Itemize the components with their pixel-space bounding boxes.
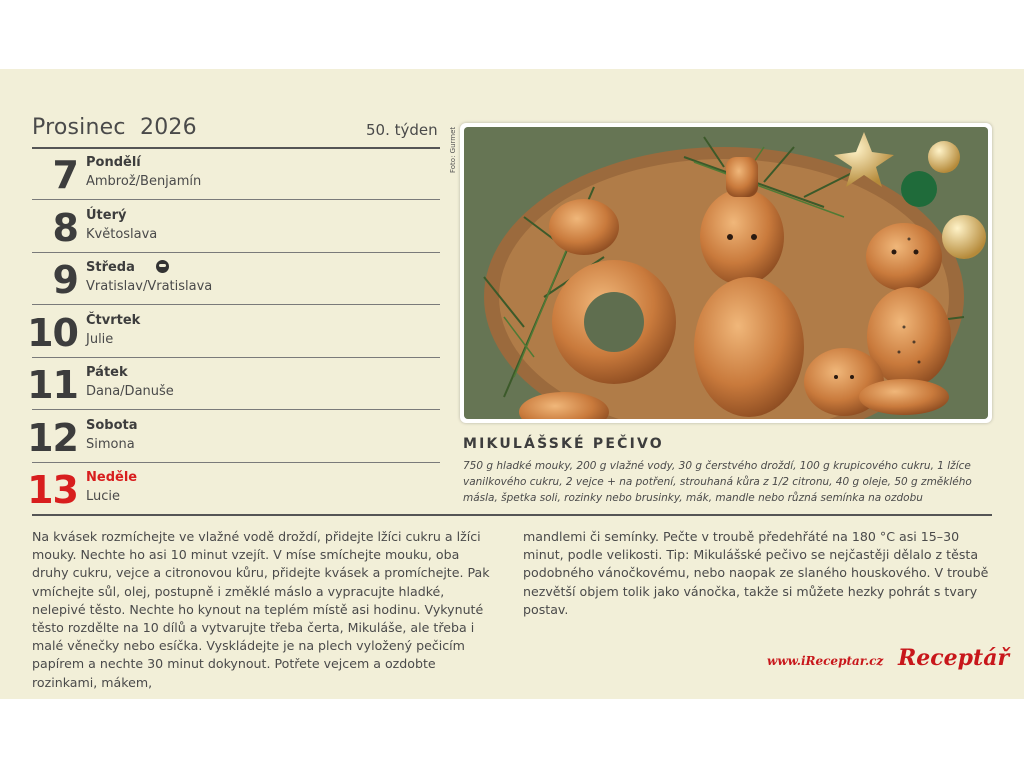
day-number: 11 [27,363,78,407]
weekday-name: Čtvrtek [86,312,141,328]
day-number: 8 [52,205,78,250]
day-list [27,149,440,516]
day-number: 7 [52,153,78,197]
nameday: Ambrož/Benjamín [86,174,202,189]
weekday-name: Středa [86,260,135,275]
website-link[interactable]: www.iReceptar.cz [767,654,884,668]
day-row [27,412,440,463]
nameday: Květoslava [86,226,158,242]
day-row [32,254,440,305]
recipe-title: MIKULÁŠSKÉ PEČIVO [463,436,664,452]
day-row [27,359,440,410]
week-number: 50. týden [366,121,438,139]
recipe-instructions-col1: Na kvásek rozmíchejte ve vlažné vodě droždí, přidejte lžíci cukru a lžíci mouky. Nechte ho asi 10 minut vzejít. V míse smíchejte mouku, oba druhy cukru, vejce a citronovou kůru, přidejte kvásek a promíchejte. Pak vmíchejte sůl, olej, postupně i změklé máslo a vypracujte hladké, nelepivé těsto. Nechte ho kynout na teplém místě asi hodinu. Vykynuté těsto rozdělte na 10 dílů a vytvarujte třeba čerta, Mikuláše, ale třeba i malé věnečky nebo esíčka. Vyskládejte je na plech vyložený pečicím papírem a nechte 30 minut dokynout. Potřete vejcem a ozdobte rozinkami, mákem, [32,529,490,690]
weekday-name: Sobota [86,417,138,433]
full-moon-icon [156,260,169,273]
month-title: Prosinec 2026 [32,115,197,140]
nameday: Simona [86,436,135,452]
nameday: Julie [86,331,114,347]
day-number: 10 [27,310,78,355]
divider [32,514,992,516]
nameday: Lucie [86,489,121,504]
nameday: Dana/Danuše [86,384,174,399]
weekday-name: Neděle [86,470,138,485]
nameday: Vratislav/Vratislava [86,279,213,294]
day-number: 12 [27,415,78,460]
day-row-sunday [27,464,440,514]
recipe-ingredients: 750 g hladké mouky, 200 g vlažné vody, 30 g čerstvého droždí, 100 g krupicového cukru, 1 lžíce vanilkového cukru, 2 vejce + na potření, strouhaná kůra z 1/2 citronu, 40 g oleje, 50 g změklého másla, špetka soli, rozinky nebo brusinky, mák, mandle nebo různá semínka na ozdobu [463,460,972,504]
day-number: 13 [27,468,78,512]
recipe-instructions-col2: mandlemi či semínky. Pečte v troubě předehřáté na 180 °C asi 15–30 minut, podle velikosti. Tip: Mikulášské pečivo se nejčastěji dělalo z těsta podobného vánočkovému, nebo naopak ze slaného houskového. V troubě nezvětší objem tolik jako vánočka, takže si můžete hezky pohrát s tvary postav. [523,529,989,617]
recipe-photo [460,123,992,423]
brand-logo: Receptář [898,645,1010,671]
photo-credit: Foto: Gurmet [449,126,457,173]
day-number: 9 [52,258,78,302]
weekday-name: Pátek [86,365,128,380]
day-row [32,149,440,200]
day-row [32,202,440,253]
mikulas-pastry-photo [464,127,988,419]
weekday-name: Pondělí [86,155,141,170]
day-row [27,307,440,358]
weekday-name: Úterý [86,207,127,223]
calendar-page [0,69,1024,699]
